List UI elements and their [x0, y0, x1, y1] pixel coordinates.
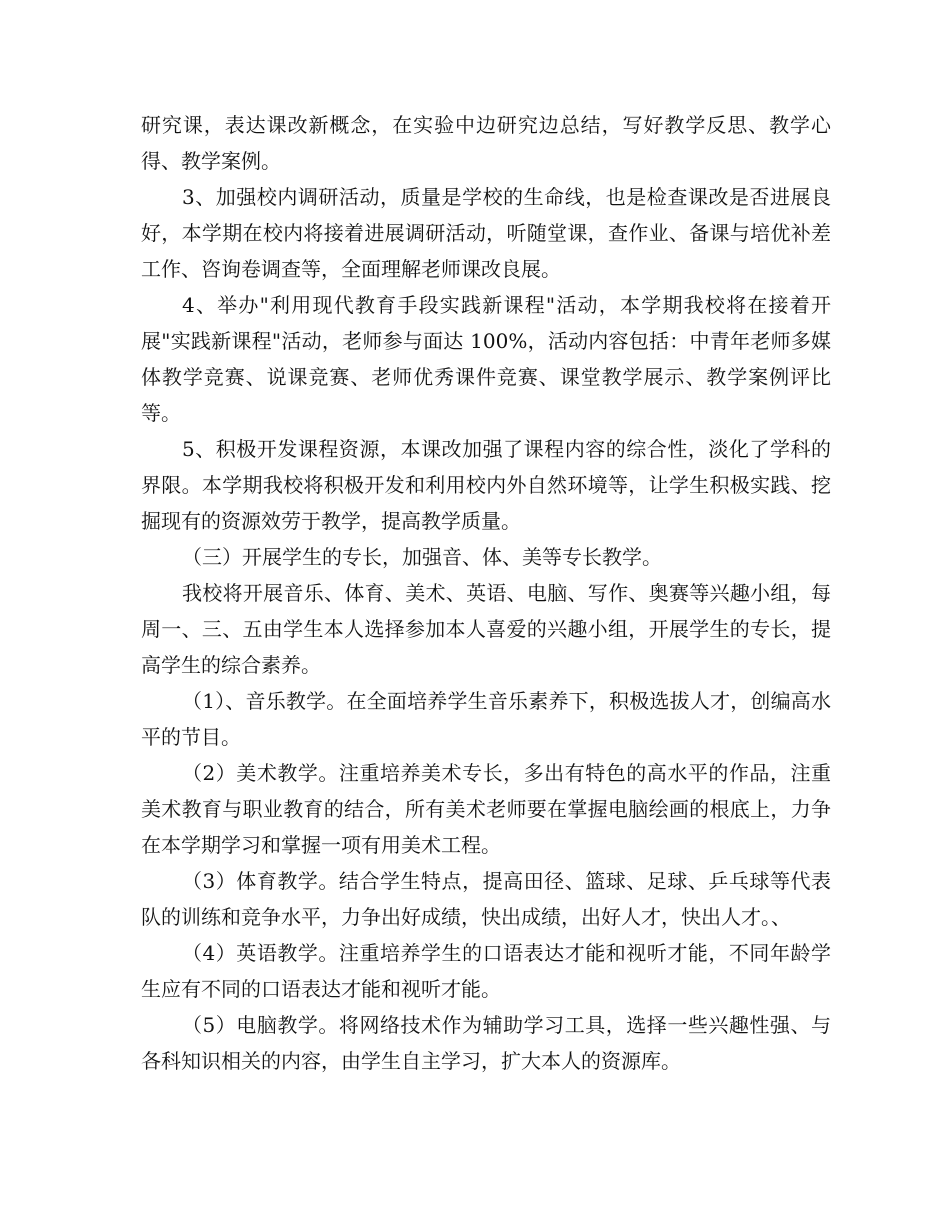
paragraph-item-3: 3、加强校内调研活动，质量是学校的生命线，也是检查课改是否进展良好，本学期在校内将接着进展调研活动，听随堂课，查作业、备课与培优补差工作、咨询卷调查等，全面理解老师课改良展。 [141, 185, 831, 281]
document-body [141, 107, 831, 1079]
section-heading-3: （三）开展学生的专长，加强音、体、美等专长教学。 [182, 545, 662, 569]
paragraph-item-4: 4、举办"利用现代教育手段实践新课程"活动，本学期我校将在接着开展"实践新课程"活动，老师参与面达 100%，活动内容包括：中青年老师多媒体教学竞赛、说课竞赛、老师优秀课件竞赛、课堂教学展示、教学案例评比等。 [141, 293, 831, 425]
paragraph-english: （4）英语教学。注重培养学生的口语表达才能和视听才能，不同年龄学生应有不同的口语表达才能和视听才能。 [141, 941, 831, 1001]
paragraph-art: （2）美术教学。注重培养美术专长，多出有特色的高水平的作品，注重美术教育与职业教育的结合，所有美术老师要在掌握电脑绘画的根底上，力争在本学期学习和掌握一项有用美术工程。 [141, 761, 831, 857]
paragraph-item-5: 5、积极开发课程资源，本课改加强了课程内容的综合性，淡化了学科的界限。本学期我校将积极开发和利用校内外自然环境等，让学生积极实践、挖掘现有的资源效劳于教学，提高教学质量。 [141, 437, 831, 533]
paragraph-interest-groups: 我校将开展音乐、体育、美术、英语、电脑、写作、奥赛等兴趣小组，每周一、三、五由学生本人选择参加本人喜爱的兴趣小组，开展学生的专长，提高学生的综合素养。 [141, 581, 831, 677]
paragraph-continuation: 研究课，表达课改新概念，在实验中边研究边总结，写好教学反思、教学心得、教学案例。 [141, 113, 831, 173]
paragraph-computer: （5）电脑教学。将网络技术作为辅助学习工具，选择一些兴趣性强、与各科知识相关的内容，由学生自主学习，扩大本人的资源库。 [141, 1013, 831, 1073]
paragraph-music: （1）、音乐教学。在全面培养学生音乐素养下，积极选拔人才，创编高水平的节目。 [141, 689, 831, 749]
paragraph-sports: （3）体育教学。结合学生特点，提高田径、篮球、足球、乒乓球等代表队的训练和竞争水平，力争出好成绩，快出成绩，出好人才，快出人才。、 [141, 869, 831, 929]
